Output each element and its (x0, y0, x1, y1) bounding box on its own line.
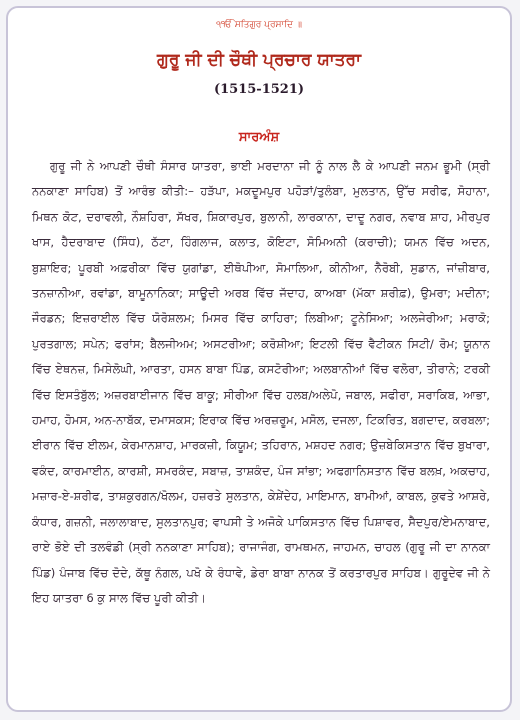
body-paragraph: ਗੁਰੂ ਜੀ ਨੇ ਆਪਣੀ ਚੌਥੀ ਸੰਸਾਰ ਯਾਤਰਾ, ਭਾਈ ਮਰਦਾਨਾ ਜੀ ਨੂੰ ਨਾਲ ਲੈ ਕੇ ਆਪਣੀ ਜਨਮ ਭੂਮੀ (ਸ੍ਰੀ ਨਨਕਾਣਾ ਸਾਹਿਬ) ਤੋਂ ਆਰੰਭ ਕੀਤੀ:– ਹੜੱਪਾ, ਮਕਦੂਮਪੁਰ ਪਹੋੜਾਂ/ਤੁਲੰਬਾ, ਮੁਲਤਾਨ, ਉੱਚ ਸਰੀਫ, ਸੋਹਾਨਾ, ਮਿਥਨ ਕੋਟ, ਦਰਾਵਲੀ, ਨੌਸ਼ਹਿਰਾ, ਸੱਖਰ, ਸ਼ਿਕਾਰਪੁਰ, ਬੁਲਾਨੀ, ਲਾਰਕਾਨਾ, ਦਾਦੂ ਨਗਰ, ਨਵਾਬ ਸ਼ਾਹ, ਮੀਰਪੁਰ ਖਾਸ, ਹੈਦਰਾਬਾਦ (ਸਿੰਧ), ਠੱਟਾ, ਹਿੰਗਲਾਜ, ਕਲਾਤ, ਕੋਇਟਾ, ਸੋਮਿਅਨੀ (ਕਰਾਚੀ); ਯਮਨ ਵਿੱਚ ਅਦਨ, ਬੁਸ਼ਾਇਰ; ਪੂਰਬੀ ਅਫ਼ਰੀਕਾ ਵਿੱਚ ਯੁਗਾਂਡਾ, ਈਥੋਪੀਆ, ਸੋਮਾਲਿਆ, ਕੀਨੀਆ, ਨੈਰੋਬੀ, ਸੁਡਾਨ, ਜਾਂਜ਼ੀਬਾਰ, ਤਨਜ਼ਾਨੀਆ, ਰਵਾਂਡਾ, ਬਾਮੂਨਾਨਿਕਾ; ਸਾਊਦੀ ਅਰਬ ਵਿੱਚ ਜੱਦਾਹ, ਕਾਅਬਾ (ਮੱਕਾ ਸ਼ਰੀਫ਼), ਉਮਰਾ; ਮਦੀਨਾ; ਜੌਰਡਨ; ਇਜ਼ਰਾਈਲ ਵਿੱਚ ਯੋਰੋਸ਼ਲਮ; ਮਿਸਰ ਵਿੱਚ ਕਾਹਿਰਾ; ਲਿਬੀਆ; ਟੂਨੇਸਿਆ; ਅਲਜੇਰੀਆ; ਮਰਾਕੋ; ਪੁਰਤਗਾਲ; ਸਪੇਨ; ਫਰਾਂਸ; ਬੈਲਜੀਅਮ; ਅਸਟਰੀਆ; ਕਰੋਸ਼ੀਆ; ਇਟਲੀ ਵਿੱਚ ਵੈਟੀਕਨ ਸਿਟੀ/ ਰੋਮ; ਯੂਨਾਨ ਵਿੱਚ ਏਥਨਜ਼, ਮਿਸੇਲੋਘੀ, ਆਰਤਾ, ਹਸਨ ਬਾਬਾ ਪਿੰਡ, ਕਸਟੋਰੀਆ; ਅਲਬਾਨੀਆਂ ਵਿੱਚ ਵਲੋਰਾ, ਤੀਰਾਨੇ; ਟਰਕੀ ਵਿੱਚ ਇਸਤੰਬੁੱਲ; ਅਜ਼ਰਬਾਈਜਾਨ ਵਿੱਚ ਬਾਕੂ; ਸੀਰੀਆ ਵਿੱਚ ਹਲਬ/ਅਲੇਪੋ, ਜਬਾਲ, ਸਫੀਰਾ, ਸਰਾਕਿਬ, ਆਭਾ, ਹਮਾਹ, ਹੋਮਸ, ਅਨ-ਨਾਬੱਕ, ਦਮਾਸਕਸ; ਇਰਾਕ ਵਿੱਚ ਅਰਜ਼ਰੂਮ, ਮਸੋਲ, ਦਜਲਾ, ਟਿਕਰਿਤ, ਬਗਦਾਦ, ਕਰਬਲਾ; ਈਰਾਨ ਵਿੱਚ ਈਲਮ, ਕੇਰਮਾਨਸ਼ਾਹ, ਮਾਰਕਜ਼ੀ, ਕਿਯੂਮ; ਤਹਿਰਾਨ, ਮਸ਼ਹਦ ਨਗਰ; ਉਜ਼ਬੇਕਿਸਤਾਨ ਵਿੱਚ ਬੁਖਾਰਾ, ਵਕੰਦ, ਕਾਰਮਾਈਨ, ਕਾਰਸ਼ੀ, ਸਮਰਕੰਦ, ਸਬਾਜ਼, ਤਾਸ਼ਕੰਦ, ਪੰਜ ਸਾਂਭਾ; ਅਫਗਾਨਿਸਤਾਨ ਵਿੱਚ ਬਲਖ਼, ਅਕਚਾਹ, ਮਜ਼ਾਰ-ਏ-ਸ਼ਰੀਫ, ਤਾਸ਼ਕੁਰਗਨ/ਖੋਲਮ, ਹਜ਼ਰਤੇ ਸੁਲਤਾਨ, ਕੇਸ਼ੇਂਦੇਹ, ਮਾਇਮਾਨ, ਬਾਮੀਆਂ, ਕਾਬਲ, ਕੁਵਤੇ ਆਸ਼ਰੇ, ਕੰਧਾਰ, ਗਜ਼ਨੀ, ਜਲਾਲਾਬਾਦ, ਸੁਲਤਾਨਪੁਰ; ਵਾਪਸੀ ਤੇ ਅਜੋਕੇ ਪਾਕਿਸਤਾਨ ਵਿੱਚ ਪਿਸ਼ਾਵਰ, ਸੈਦਪੁਰ/ਏਮਨਾਬਾਦ, ਰਾਏ ਭੋਏ ਦੀ ਤਲਵੰਡੀ (ਸ੍ਰੀ ਨਨਕਾਣਾ ਸਾਹਿਬ); ਰਾਜਾਜੰਗ, ਰਾਮਥਮਨ, ਜਾਹਮਨ, ਚਾਹਲ (ਗੁਰੂ ਜੀ ਦਾ ਨਾਨਕਾ ਪਿੰਡ) ਪੰਜਾਬ ਵਿੱਚ ਦੋਦੇ, ਕੱਥੂ ਨੰਗਲ, ਪਖੋ ਕੇ ਰੰਧਾਵੇ, ਡੇਰਾ ਬਾਬਾ ਨਾਨਕ ਤੋਂ ਕਰਤਾਰਪੁਰ ਸਾਹਿਬ। ਗੁਰੂਦੇਵ ਜੀ ਨੇ ਇਹ ਯਾਤਰਾ 6 ਕੁ ਸਾਲ ਵਿੱਚ ਪੂਰੀ ਕੀਤੀ। (32, 159, 490, 605)
section-heading: ਸਾਰਅੰਸ਼ (238, 130, 280, 145)
page-title: ਗੁਰੂ ਜੀ ਦੀ ਚੌਥੀ ਪ੍ਰਚਾਰ ਯਾਤਰਾ (157, 50, 361, 70)
document-page (6, 6, 512, 712)
invocation-line: ੧ੴ ਸਤਿਗੁਰ ਪ੍ਰਸਾਦਿ ॥ (216, 20, 302, 30)
year-range: (1515-1521) (213, 82, 305, 97)
